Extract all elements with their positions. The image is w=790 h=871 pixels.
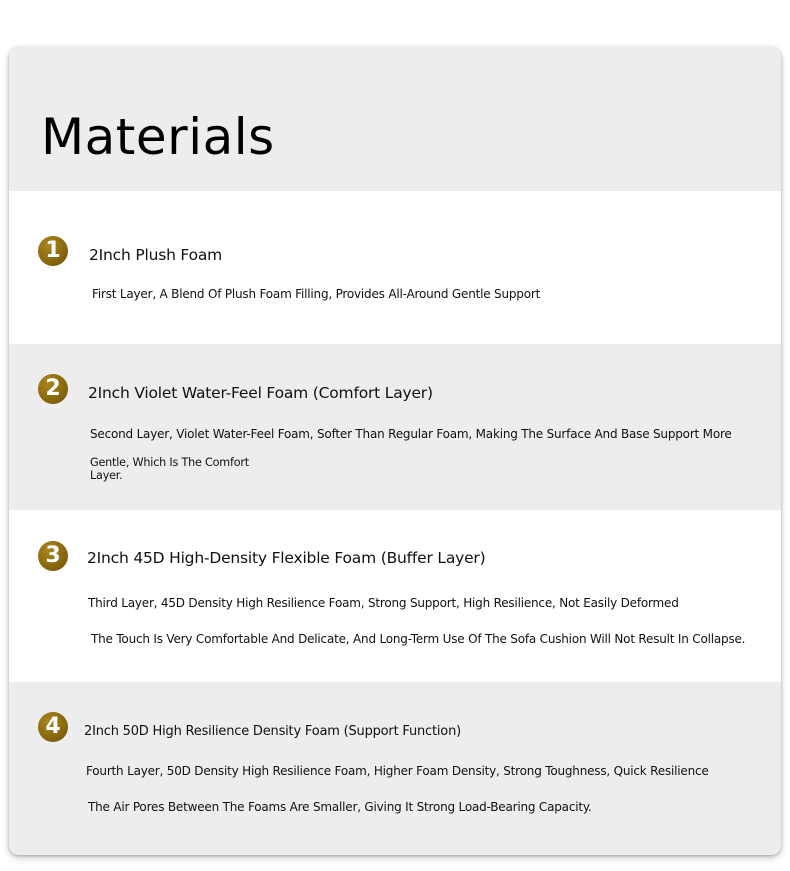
- layer-description-4-line-1: Fourth Layer, 50D Density High Resilience Foam, Higher Foam Density, Strong Toughness, Quick Resilience: [86, 764, 709, 778]
- number-two-circle-icon: 2: [38, 374, 68, 404]
- layer-heading-2: 2Inch Violet Water-Feel Foam (Comfort Layer): [88, 384, 433, 402]
- page-title: Materials: [41, 108, 275, 166]
- layer-description-1-line-1: First Layer, A Blend Of Plush Foam Filling, Provides All-Around Gentle Support: [92, 287, 541, 301]
- layer-heading-1: 2Inch Plush Foam: [89, 246, 223, 264]
- number-one-circle-icon: 1: [38, 236, 68, 266]
- layer-description-2-line-1: Second Layer, Violet Water-Feel Foam, Softer Than Regular Foam, Making The Surface And Base Support More: [90, 427, 732, 441]
- layer-description-2-line-3: Layer.: [90, 469, 123, 482]
- header-section: [9, 47, 781, 191]
- layer-section-2: [9, 344, 781, 510]
- layer-heading-3: 2Inch 45D High-Density Flexible Foam (Buffer Layer): [87, 549, 486, 567]
- layer-description-4-line-2: The Air Pores Between The Foams Are Smaller, Giving It Strong Load-Bearing Capacity.: [88, 800, 592, 814]
- layer-section-4: [9, 682, 781, 855]
- layer-description-2-line-2: Gentle, Which Is The Comfort: [90, 456, 249, 469]
- materials-card: [9, 47, 781, 855]
- number-three-circle-icon: 3: [38, 541, 68, 571]
- number-four-circle-icon: 4: [38, 712, 68, 742]
- layer-description-3-line-1: Third Layer, 45D Density High Resilience Foam, Strong Support, High Resilience, Not Easily Deformed: [88, 596, 679, 610]
- layer-description-3-line-2: The Touch Is Very Comfortable And Delicate, And Long-Term Use Of The Sofa Cushion Will Not Result In Collapse.: [91, 632, 746, 646]
- layer-heading-4: 2Inch 50D High Resilience Density Foam (Support Function): [84, 724, 461, 739]
- layer-section-3: [9, 510, 781, 682]
- layer-section-1: [9, 191, 781, 344]
